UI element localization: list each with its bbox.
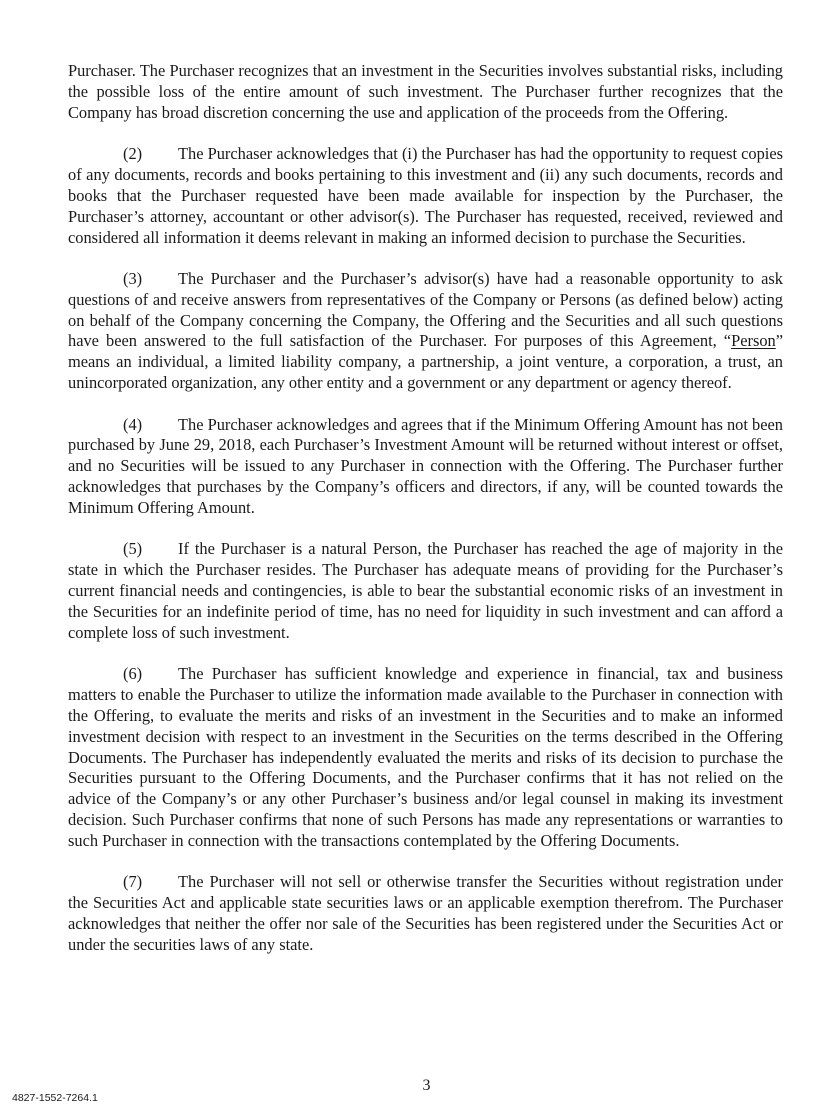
paragraph-number: (4) (123, 414, 143, 434)
paragraph-number: (3) (123, 268, 143, 288)
paragraph-text: The Purchaser acknowledges and agrees that if the Minimum Offering Amount has not been purchased by June 29, 2018, each Purchaser’s Investment Amount will be returned without interest or offset, and no Securities will be issued to any Purchaser in connection with the Offering. The Purchaser further acknowledges that purchases by the Company’s officers and directors, if any, will be counted towards the Minimum Offering Amount. (68, 414, 783, 517)
paragraph-number: (7) (123, 872, 143, 892)
document-page (68, 61, 783, 976)
paragraph-text: The Purchaser has sufficient knowledge and experience in financial, tax and business matters to enable the Purchaser to utilize the information made available to the Purchaser in connection with the Offering, to evaluate the merits and risks of an investment in the Securities and to make an informed investment decision with respect to an investment in the Securities on the terms described in the Offering Documents. The Purchaser has independently evaluated the merits and risks of its decision to purchase the Securities pursuant to the Offering Documents, and the Purchaser confirms that it has not relied on the advice of the Company’s or any other Purchaser’s business and/or legal counsel in making its investment decision. Such Purchaser confirms that none of such Persons has made any representations or warranties to such Purchaser in connection with the transactions contemplated by the Offering Documents. (68, 664, 783, 850)
paragraph-text: The Purchaser acknowledges that (i) the Purchaser has had the opportunity to request copies of any documents, records and books pertaining to this investment and (ii) any such documents, records and books that the Purchaser requested have been made available for inspection by the Purchaser, the Purchaser’s attorney, accountant or other advisor(s). The Purchaser has requested, received, reviewed and considered all information it deems relevant in making an informed decision to purchase the Securities. (68, 144, 783, 247)
continuation-paragraph: Purchaser. The Purchaser recognizes that an investment in the Securities involves substantial risks, including the possible loss of the entire amount of such investment. The Purchaser further recognizes that the Company has broad discretion concerning the use and application of the proceeds from the Offering. (68, 61, 783, 122)
paragraph-5 (68, 539, 783, 643)
paragraph-number: (2) (123, 144, 143, 164)
page-number: 3 (422, 1077, 431, 1094)
paragraph-text-before: The Purchaser and the Purchaser’s advisor(s) have had a reasonable opportunity to ask questions of and receive answers from representatives of the Company or Persons (as defined below) acting on behalf of the Company concerning the Company, the Offering and the Securities and all such questions have been answered to the full satisfaction of the Purchaser. For purposes of this Agreement, “ (68, 268, 783, 351)
paragraph-7 (68, 872, 783, 955)
paragraph-3 (68, 269, 783, 394)
paragraph-4 (68, 415, 783, 519)
paragraph-number: (5) (123, 539, 143, 559)
paragraph-6 (68, 664, 783, 852)
paragraph-text: If the Purchaser is a natural Person, the Purchaser has reached the age of majority in the state in which the Purchaser resides. The Purchaser has adequate means of providing for the Purchaser’s current financial needs and contingencies, is able to bear the substantial economic risks of an investment in the Securities for an indefinite period of time, has no need for liquidity in such investment and can afford a complete loss of such investment. (68, 539, 783, 642)
document-id: 4827-1552-7264.1 (12, 1092, 98, 1104)
paragraph-text-after: ” means an individual, a limited liability company, a partnership, a joint venture, a corporation, a trust, an unincorporated organization, any other entity and a government or any department or agency thereof. (68, 331, 783, 393)
paragraph-number: (6) (123, 664, 143, 684)
paragraph-2 (68, 144, 783, 248)
defined-term-person: Person (731, 331, 776, 351)
paragraph-text: The Purchaser will not sell or otherwise transfer the Securities without registration under the Securities Act and applicable state securities laws or an applicable exemption therefrom. The Purchaser acknowledges that neither the offer nor sale of the Securities has been registered under the Securities Act or under the securities laws of any state. (68, 872, 783, 954)
